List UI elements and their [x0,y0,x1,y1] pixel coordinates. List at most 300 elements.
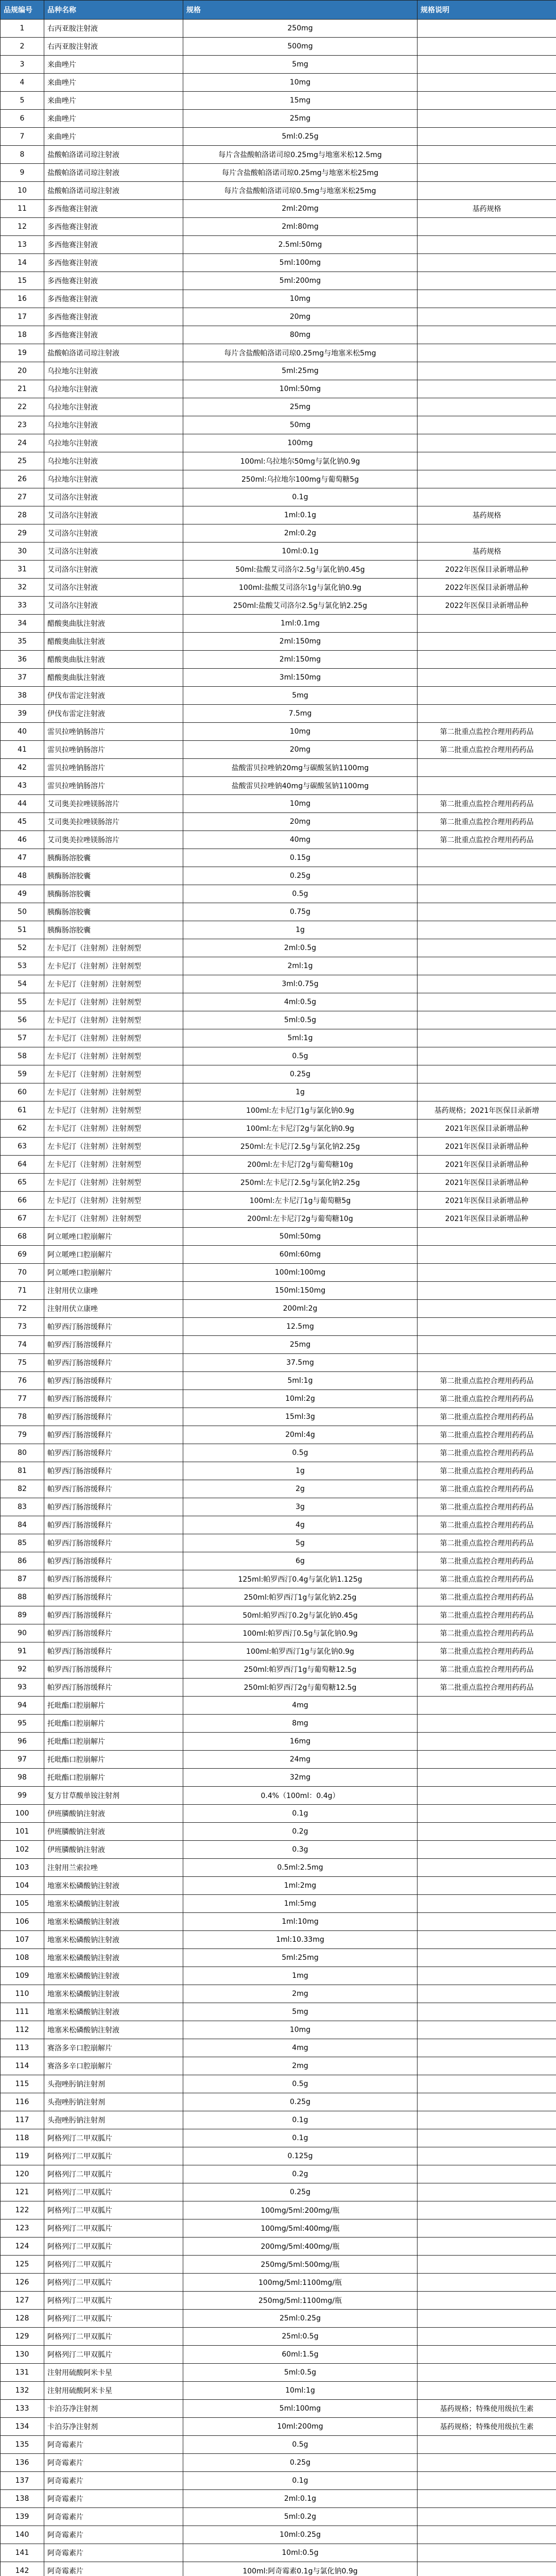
cell-spec-note: 基药规格 [418,543,556,561]
cell-spec-id: 134 [1,2418,44,2436]
cell-specification: 2g [183,1480,418,1498]
table-row [1,1715,556,1733]
cell-spec-note [418,1931,556,1949]
cell-spec-note: 2021年医保目录新增品种 [418,1192,556,1210]
cell-spec-id: 14 [1,254,44,272]
cell-spec-note: 第二批重点监控合理用药药品 [418,1570,556,1588]
cell-spec-id: 18 [1,326,44,344]
table-row [1,1859,556,1877]
table-row [1,218,556,236]
table-row [1,1408,556,1426]
cell-spec-note [418,1967,556,1985]
cell-spec-id: 141 [1,2544,44,2562]
table-row [1,957,556,975]
cell-drug-name: 阿奇霉素片 [44,2454,183,2472]
cell-spec-id: 102 [1,1841,44,1859]
cell-specification: 0.1g [183,2111,418,2129]
cell-drug-name: 帕罗西汀肠溶缓释片 [44,1408,183,1426]
cell-drug-name: 阿奇霉素片 [44,2526,183,2544]
table-row [1,506,556,524]
cell-spec-note: 基药规格 [418,200,556,218]
cell-drug-name: 托吡酯口腔崩解片 [44,1751,183,1769]
cell-spec-id: 139 [1,2508,44,2526]
cell-spec-note [418,2454,556,2472]
cell-spec-note [418,254,556,272]
cell-specification: 5ml:25mg [183,362,418,380]
table-row [1,1083,556,1101]
table-row [1,1462,556,1480]
cell-specification: 12.5mg [183,1318,418,1336]
cell-specification: 0.1g [183,2472,418,2490]
cell-specification: 80mg [183,326,418,344]
table-row [1,2328,556,2346]
cell-spec-note [418,1282,556,1300]
cell-spec-id: 85 [1,1534,44,1552]
cell-spec-id: 136 [1,2454,44,2472]
cell-specification: 6g [183,1552,418,1570]
cell-spec-note [418,759,556,777]
cell-spec-note [418,2292,556,2310]
cell-spec-id: 99 [1,1787,44,1805]
cell-drug-name: 注射用伏立康唑 [44,1282,183,1300]
cell-spec-id: 63 [1,1138,44,1156]
cell-spec-id: 38 [1,687,44,705]
cell-specification: 20mg [183,813,418,831]
cell-specification: 0.5g [183,1444,418,1462]
cell-drug-name: 雷贝拉唑钠肠溶片 [44,777,183,795]
cell-specification: 0.5g [183,1047,418,1065]
cell-specification: 0.1g [183,1805,418,1823]
cell-drug-name: 复方甘草酸单铵注射剂 [44,1787,183,1805]
cell-spec-id: 110 [1,1985,44,2003]
cell-spec-id: 7 [1,128,44,146]
cell-specification: 200ml:左卡尼汀2g与葡萄糖10g [183,1156,418,1174]
cell-specification: 5ml:0.5g [183,2364,418,2382]
cell-drug-name: 阿立哌唑口腔崩解片 [44,1228,183,1246]
cell-drug-name: 艾司奥美拉唑镁肠溶片 [44,795,183,813]
cell-spec-note: 第二批重点监控合理用药药品 [418,1408,556,1426]
cell-spec-id: 45 [1,813,44,831]
cell-drug-name: 帕罗西汀肠溶缓释片 [44,1372,183,1390]
cell-spec-id: 101 [1,1823,44,1841]
table-row [1,20,556,38]
cell-drug-name: 左卡尼汀（注射剂）注射剂型 [44,1065,183,1083]
cell-spec-id: 84 [1,1516,44,1534]
cell-specification: 250ml:帕罗西汀1g与葡萄糖12.5g [183,1660,418,1679]
table-row [1,2490,556,2508]
cell-spec-note [418,1949,556,1967]
cell-spec-id: 117 [1,2111,44,2129]
cell-drug-name: 左卡尼汀（注射剂）注射剂型 [44,1083,183,1101]
cell-spec-note [418,2201,556,2219]
cell-spec-id: 115 [1,2075,44,2093]
cell-spec-id: 96 [1,1733,44,1751]
cell-spec-id: 93 [1,1679,44,1697]
cell-spec-id: 74 [1,1336,44,1354]
cell-drug-name: 阿奇霉素片 [44,2490,183,2508]
cell-drug-name: 阿格列汀二甲双胍片 [44,2274,183,2292]
cell-drug-name: 多西他赛注射液 [44,290,183,308]
cell-drug-name: 乌拉地尔注射液 [44,398,183,416]
cell-specification: 10ml:0.1g [183,543,418,561]
cell-spec-note [418,2093,556,2111]
cell-spec-id: 124 [1,2238,44,2256]
cell-spec-note [418,164,556,182]
table-row [1,182,556,200]
cell-specification: 4g [183,1516,418,1534]
cell-drug-name: 乌拉地尔注射液 [44,416,183,434]
table-row [1,1300,556,1318]
table-row [1,2256,556,2274]
table-row [1,1047,556,1065]
cell-spec-note: 第二批重点监控合理用药药品 [418,1534,556,1552]
table-row [1,1624,556,1642]
cell-drug-name: 地塞米松磷酸钠注射液 [44,1967,183,1985]
cell-drug-name: 右丙亚胺注射液 [44,20,183,38]
table-row [1,110,556,128]
cell-specification: 0.5g [183,885,418,903]
cell-spec-id: 121 [1,2183,44,2201]
cell-specification: 24mg [183,1751,418,1769]
cell-specification: 每片含盐酸帕洛诺司琼0.25mg与地塞米松25mg [183,164,418,182]
cell-specification: 5ml:0.5g [183,1011,418,1029]
cell-spec-note [418,957,556,975]
cell-spec-id: 42 [1,759,44,777]
cell-spec-note: 第二批重点监控合理用药药品 [418,1372,556,1390]
cell-spec-id: 8 [1,146,44,164]
table-row [1,1877,556,1895]
cell-drug-name: 阿格列汀二甲双胍片 [44,2292,183,2310]
table-row [1,1697,556,1715]
cell-spec-note [418,2057,556,2075]
cell-drug-name: 左卡尼汀（注射剂）注射剂型 [44,1047,183,1065]
cell-specification: 2mg [183,1985,418,2003]
cell-spec-id: 108 [1,1949,44,1967]
cell-specification: 2mg [183,2057,418,2075]
cell-specification: 10mg [183,290,418,308]
cell-drug-name: 阿奇霉素片 [44,2544,183,2562]
cell-specification: 60ml:1.5g [183,2346,418,2364]
cell-spec-id: 12 [1,218,44,236]
cell-spec-note [418,1029,556,1047]
cell-spec-note: 第二批重点监控合理用药药品 [418,1516,556,1534]
cell-spec-id: 128 [1,2310,44,2328]
cell-spec-id: 104 [1,1877,44,1895]
cell-spec-id: 97 [1,1751,44,1769]
header-spec-note: 规格说明 [418,1,556,20]
table-row [1,1336,556,1354]
table-row [1,128,556,146]
cell-specification: 4ml:0.5g [183,993,418,1011]
cell-spec-note [418,488,556,506]
cell-specification: 150ml:150mg [183,1282,418,1300]
cell-spec-note: 第二批重点监控合理用药药品 [418,1444,556,1462]
cell-spec-id: 60 [1,1083,44,1101]
header-spec-id: 品规编号 [1,1,44,20]
cell-spec-note [418,2021,556,2039]
cell-drug-name: 胰酶肠溶胶囊 [44,867,183,885]
table-row [1,1174,556,1192]
cell-spec-id: 37 [1,669,44,687]
table-row [1,2346,556,2364]
cell-spec-id: 62 [1,1120,44,1138]
cell-spec-note [418,2256,556,2274]
cell-specification: 2ml:1g [183,957,418,975]
cell-drug-name: 地塞米松磷酸钠注射液 [44,1949,183,1967]
cell-drug-name: 左卡尼汀（注射剂）注射剂型 [44,1210,183,1228]
table-row [1,1210,556,1228]
cell-spec-note: 第二批重点监控合理用药药品 [418,723,556,741]
cell-specification: 每片含盐酸帕洛诺司琼0.25mg与地塞米松12.5mg [183,146,418,164]
table-row [1,2238,556,2256]
cell-spec-note [418,1300,556,1318]
cell-specification: 125ml:帕罗西汀0.4g与氯化钠1.125g [183,1570,418,1588]
cell-drug-name: 帕罗西汀肠溶缓释片 [44,1534,183,1552]
cell-spec-note [418,1228,556,1246]
cell-spec-note [418,1336,556,1354]
table-row [1,2508,556,2526]
cell-spec-id: 48 [1,867,44,885]
cell-spec-note: 第二批重点监控合理用药药品 [418,1679,556,1697]
cell-drug-name: 阿格列汀二甲双胍片 [44,2201,183,2219]
table-row [1,2075,556,2093]
cell-spec-note [418,975,556,993]
table-row [1,633,556,651]
table-row [1,885,556,903]
cell-spec-id: 109 [1,1967,44,1985]
table-row [1,2292,556,2310]
cell-spec-id: 123 [1,2219,44,2238]
cell-spec-note [418,110,556,128]
table-row [1,2201,556,2219]
cell-specification: 0.25g [183,867,418,885]
table-row [1,1264,556,1282]
cell-specification: 10mg [183,795,418,813]
table-row [1,2183,556,2201]
cell-specification: 25ml:0.25g [183,2310,418,2328]
table-row [1,1101,556,1120]
cell-spec-id: 75 [1,1354,44,1372]
cell-drug-name: 伊班膦酸钠注射液 [44,1805,183,1823]
cell-spec-note [418,633,556,651]
cell-spec-note [418,1697,556,1715]
cell-spec-note [418,2382,556,2400]
cell-spec-note: 2021年医保目录新增品种 [418,1138,556,1156]
cell-specification: 1ml:0.1mg [183,615,418,633]
cell-spec-note [418,2039,556,2057]
cell-specification: 3g [183,1498,418,1516]
cell-drug-name: 注射用硫酸阿米卡星 [44,2364,183,2382]
cell-spec-id: 50 [1,903,44,921]
table-row [1,1498,556,1516]
cell-drug-name: 阿格列汀二甲双胍片 [44,2328,183,2346]
cell-specification: 100mg/5ml:1100mg/瓶 [183,2274,418,2292]
cell-drug-name: 盐酸帕洛诺司琼注射液 [44,344,183,362]
table-row [1,2219,556,2238]
header-specification: 规格 [183,1,418,20]
cell-spec-id: 10 [1,182,44,200]
cell-spec-id: 34 [1,615,44,633]
table-row [1,1805,556,1823]
table-row [1,1011,556,1029]
header-drug-name: 品种名称 [44,1,183,20]
cell-spec-note [418,92,556,110]
cell-spec-id: 21 [1,380,44,398]
table-row [1,1588,556,1606]
cell-drug-name: 地塞米松磷酸钠注射液 [44,2021,183,2039]
cell-specification: 0.15g [183,849,418,867]
cell-spec-id: 26 [1,470,44,488]
cell-specification: 5g [183,1534,418,1552]
cell-spec-id: 133 [1,2400,44,2418]
cell-spec-id: 138 [1,2490,44,2508]
cell-spec-id: 73 [1,1318,44,1336]
cell-drug-name: 左卡尼汀（注射剂）注射剂型 [44,1011,183,1029]
table-row [1,1823,556,1841]
cell-spec-id: 3 [1,56,44,74]
cell-spec-note [418,524,556,543]
table-row [1,1787,556,1805]
cell-specification: 0.2g [183,2165,418,2183]
cell-specification: 100ml:左卡尼汀1g与葡萄糖5g [183,1192,418,1210]
cell-specification: 100ml:左卡尼汀2g与氯化钠0.9g [183,1120,418,1138]
cell-drug-name: 醋酸奥曲肽注射液 [44,651,183,669]
cell-drug-name: 赛洛多辛口腔崩解片 [44,2039,183,2057]
cell-specification: 每片含盐酸帕洛诺司琼0.5mg与地塞米松25mg [183,182,418,200]
cell-spec-id: 55 [1,993,44,1011]
cell-specification: 5ml:1g [183,1029,418,1047]
cell-specification: 10ml:0.5g [183,2544,418,2562]
cell-specification: 7.5mg [183,705,418,723]
cell-drug-name: 托吡酯口腔崩解片 [44,1697,183,1715]
table-row [1,651,556,669]
cell-spec-note [418,1823,556,1841]
cell-drug-name: 左卡尼汀（注射剂）注射剂型 [44,993,183,1011]
cell-drug-name: 乌拉地尔注射液 [44,380,183,398]
cell-specification: 100ml:阿奇霉素0.1g与氯化钠0.9g [183,2562,418,2576]
cell-drug-name: 左卡尼汀（注射剂）注射剂型 [44,1101,183,1120]
cell-specification: 8mg [183,1715,418,1733]
cell-spec-note [418,2526,556,2544]
cell-spec-id: 132 [1,2382,44,2400]
cell-drug-name: 左卡尼汀（注射剂）注射剂型 [44,1174,183,1192]
cell-drug-name: 阿格列汀二甲双胍片 [44,2310,183,2328]
table-row [1,452,556,470]
table-row [1,1841,556,1859]
cell-spec-id: 127 [1,2292,44,2310]
cell-drug-name: 左卡尼汀（注射剂）注射剂型 [44,975,183,993]
table-row [1,2274,556,2292]
cell-spec-id: 66 [1,1192,44,1210]
table-row [1,615,556,633]
cell-spec-id: 61 [1,1101,44,1120]
cell-spec-note [418,2544,556,2562]
table-row [1,2165,556,2183]
cell-specification: 0.2g [183,1823,418,1841]
table-row [1,741,556,759]
cell-spec-note [418,921,556,939]
cell-spec-id: 43 [1,777,44,795]
cell-spec-note [418,2508,556,2526]
cell-spec-note [418,687,556,705]
cell-specification: 1ml:10.33mg [183,1931,418,1949]
cell-drug-name: 帕罗西汀肠溶缓释片 [44,1570,183,1588]
table-row [1,2400,556,2418]
cell-spec-note: 第二批重点监控合理用药药品 [418,1426,556,1444]
table-row [1,1444,556,1462]
cell-spec-id: 30 [1,543,44,561]
cell-specification: 50ml:帕罗西汀0.2g与氯化钠0.45g [183,1606,418,1624]
cell-drug-name: 乌拉地尔注射液 [44,452,183,470]
cell-drug-name: 帕罗西汀肠溶缓释片 [44,1552,183,1570]
table-row [1,146,556,164]
cell-spec-note [418,1877,556,1895]
cell-spec-id: 19 [1,344,44,362]
cell-spec-note [418,1354,556,1372]
cell-drug-name: 左卡尼汀（注射剂）注射剂型 [44,1138,183,1156]
cell-drug-name: 醋酸奥曲肽注射液 [44,669,183,687]
cell-specification: 250ml:乌拉地尔100mg与葡萄糖5g [183,470,418,488]
cell-specification: 10ml:0.25g [183,2526,418,2544]
cell-spec-note [418,128,556,146]
cell-spec-note [418,1985,556,2003]
cell-spec-id: 126 [1,2274,44,2292]
cell-spec-note [418,56,556,74]
cell-drug-name: 多西他赛注射液 [44,218,183,236]
cell-drug-name: 胰酶肠溶胶囊 [44,849,183,867]
table-row [1,669,556,687]
cell-drug-name: 伊班膦酸钠注射液 [44,1841,183,1859]
cell-spec-note [418,885,556,903]
cell-specification: 0.25g [183,1065,418,1083]
table-row [1,849,556,867]
table-row [1,867,556,885]
cell-spec-note: 第二批重点监控合理用药药品 [418,1642,556,1660]
header-row [1,1,556,20]
cell-spec-id: 77 [1,1390,44,1408]
cell-specification: 25mg [183,398,418,416]
cell-spec-note [418,1751,556,1769]
cell-spec-id: 68 [1,1228,44,1246]
cell-drug-name: 阿奇霉素片 [44,2436,183,2454]
cell-spec-id: 72 [1,1300,44,1318]
table-row [1,398,556,416]
cell-drug-name: 头孢唑肟钠注射剂 [44,2075,183,2093]
table-row [1,1949,556,1967]
cell-spec-id: 76 [1,1372,44,1390]
cell-specification: 2ml:80mg [183,218,418,236]
cell-spec-note [418,470,556,488]
cell-specification: 15ml:3g [183,1408,418,1426]
cell-specification: 5ml:200mg [183,272,418,290]
cell-drug-name: 多西他赛注射液 [44,236,183,254]
cell-drug-name: 注射用兰索拉唑 [44,1859,183,1877]
cell-spec-id: 91 [1,1642,44,1660]
table-row [1,2526,556,2544]
cell-spec-note [418,290,556,308]
table-row [1,254,556,272]
cell-spec-id: 89 [1,1606,44,1624]
cell-spec-note [418,1787,556,1805]
cell-drug-name: 阿立哌唑口腔崩解片 [44,1246,183,1264]
cell-spec-note [418,1065,556,1083]
cell-spec-note [418,669,556,687]
cell-spec-note [418,615,556,633]
cell-drug-name: 卡泊芬净注射剂 [44,2418,183,2436]
table-row [1,2093,556,2111]
cell-spec-note [418,777,556,795]
cell-spec-id: 40 [1,723,44,741]
